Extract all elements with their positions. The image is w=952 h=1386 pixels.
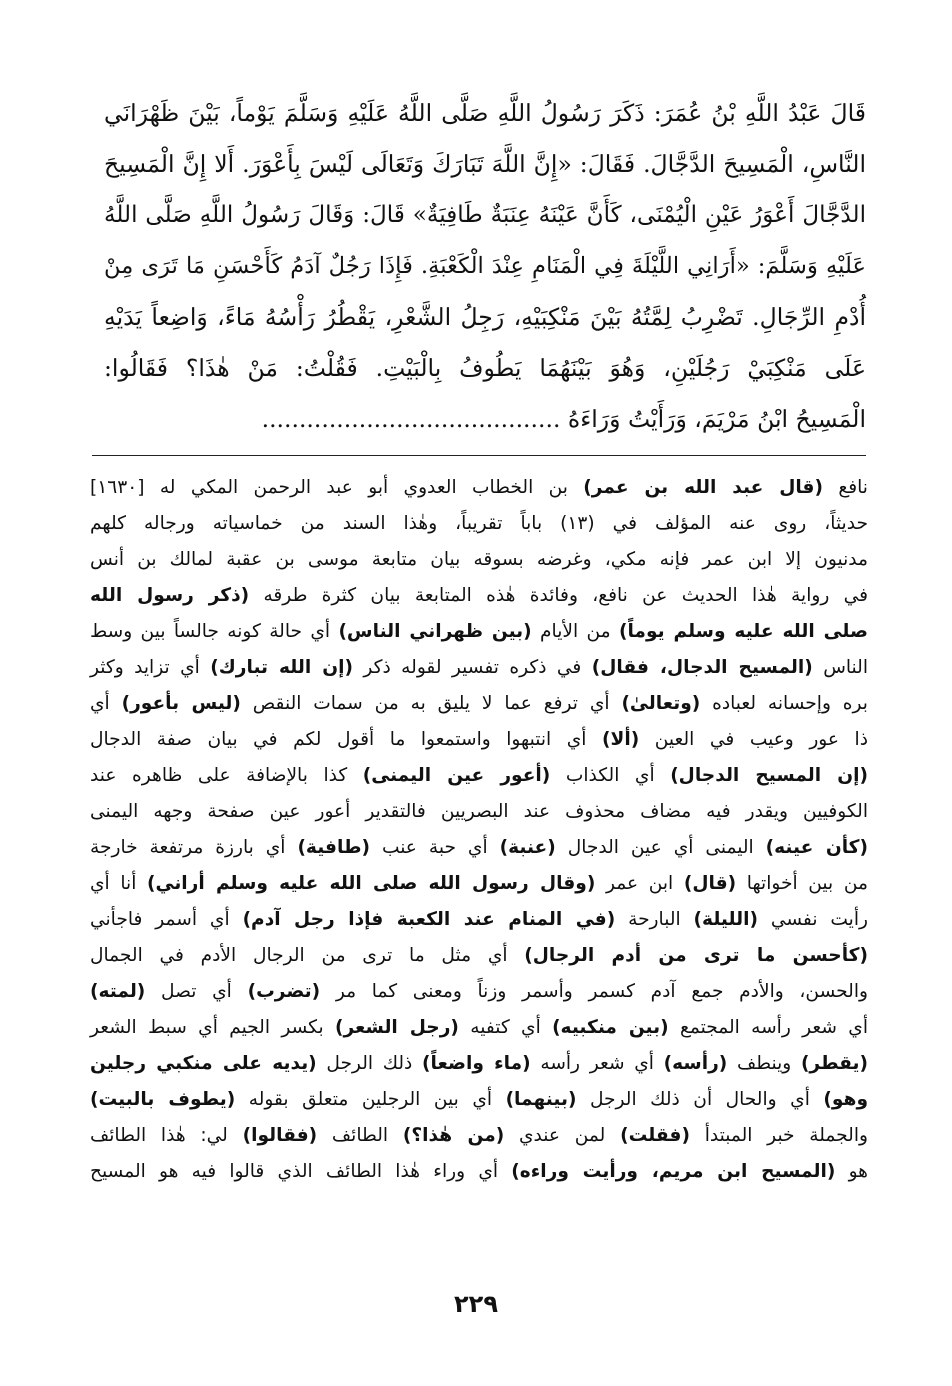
quoted-matn-phrase: صلى الله عليه وسلم يوماً)	[618, 621, 868, 642]
commentary-run: أي حبة عنب	[369, 837, 500, 858]
quoted-matn-phrase: (قال)	[683, 873, 737, 894]
commentary-run: أي شعر رأسه	[530, 1053, 664, 1074]
quoted-matn-phrase: (طافية)	[297, 837, 370, 858]
commentary-run: أنا أي	[90, 873, 148, 894]
quoted-matn-phrase: (وتعالىٰ)	[621, 693, 701, 714]
separator-rule	[92, 455, 866, 456]
quoted-matn-phrase: وهو)	[823, 1089, 868, 1110]
commentary-run: أي تصل	[145, 981, 248, 1002]
commentary-line	[90, 614, 868, 650]
hadith-ellipsis: ........................................	[261, 405, 561, 433]
quoted-matn-phrase: (أعور عين اليمنى)	[362, 765, 551, 786]
commentary-run: مدنيون إلا ابن عمر فإنه مكي، وغرضه بسوقه بيان متابعة موسى بن عقبة لمالك بن أنس	[90, 549, 868, 570]
commentary-line	[90, 650, 868, 686]
commentary-line	[90, 794, 868, 830]
commentary-run: أي أسمر فاجأني	[90, 909, 243, 930]
commentary-run: لي: هٰذا الطائف	[90, 1125, 243, 1146]
quoted-matn-phrase: (ماء واضعاً)	[422, 1053, 531, 1074]
commentary-run: الناس	[812, 657, 869, 678]
commentary-run: نافع	[823, 477, 868, 498]
commentary-run: أي وراء هٰذا الطائف الذي قالوا فيه هو المسيح	[90, 1161, 512, 1182]
commentary-line	[90, 938, 868, 974]
quoted-matn-phrase: (ذكر رسول الله	[90, 585, 250, 606]
commentary-run: كذا بالإضافة على ظاهره عند	[90, 765, 363, 786]
quoted-matn-phrase: (يديه على منكبي رجلين	[90, 1053, 317, 1074]
commentary-run: أي ترفع عما لا يليق به من سمات النقص	[240, 693, 622, 714]
commentary-run: من الأيام	[531, 621, 619, 642]
quoted-matn-phrase: (عنبة)	[499, 837, 556, 858]
commentary-run: أي بارزة مرتفعة خارجة	[90, 837, 298, 858]
quoted-matn-phrase: (لمته)	[90, 981, 146, 1002]
commentary-run: اليمنى أي عين الدجال	[555, 837, 766, 858]
commentary-run: هو	[835, 1161, 868, 1182]
quoted-matn-phrase: (بينهما)	[505, 1089, 577, 1110]
quoted-matn-phrase: (يقطر)	[800, 1053, 868, 1074]
commentary-line	[90, 1082, 868, 1118]
commentary-run: الكوفيين ويقدر فيه مضاف محذوف عند البصريين فالتقدير أعور عين صفحة وجهه اليمنى	[90, 801, 868, 822]
commentary-run: وينطف	[727, 1053, 801, 1074]
commentary-run: أي	[90, 693, 122, 714]
commentary-run: أي كتفيه	[458, 1017, 553, 1038]
commentary-line	[90, 1154, 868, 1190]
commentary-run: أي شعر رأسه المجتمع	[668, 1017, 868, 1038]
commentary-line	[90, 578, 868, 614]
quoted-matn-phrase: (تضرب)	[247, 981, 321, 1002]
commentary-run: حديثاً، روى عنه المؤلف في (١٣) باباً تقريباً، وهٰذا السند من خماسياته ورجاله كلهم	[90, 513, 868, 534]
commentary-line	[90, 758, 868, 794]
commentary-run: بن الخطاب العدوي أبو عبد الرحمن المكي له [١٦٣٠]	[90, 477, 584, 498]
commentary-line	[90, 974, 868, 1010]
commentary-line	[90, 506, 868, 542]
commentary-run: ذلك الرجل	[316, 1053, 423, 1074]
commentary-line	[90, 1118, 868, 1154]
commentary-run: أي والحال أن ذلك الرجل	[576, 1089, 824, 1110]
commentary-run: أي بين الرجلين متعلق بقوله	[235, 1089, 506, 1110]
commentary-run: أي تزايد وكثر	[90, 657, 211, 678]
quoted-matn-phrase: (الليلة)	[693, 909, 758, 930]
commentary-run: والحسن، والأدم جمع آدم كسمر وأسمر وزناً ومعنى كما مر	[320, 981, 868, 1002]
commentary-run: أي حالة كونه جالساً بين وسط	[90, 621, 339, 642]
commentary-run: البارحة	[615, 909, 694, 930]
commentary-line	[90, 830, 868, 866]
quoted-matn-phrase: (يطوف بالبيت)	[90, 1089, 236, 1110]
hadith-line: قَالَ عَبْدُ اللَّهِ بْنُ عُمَرَ: ذَكَرَ رَسُولُ اللَّهِ صَلَّى اللَّهُ عَلَيْهِ وَسَلَّمَ يَوْماً، بَيْنَ ظَهْرَانَي	[104, 99, 866, 127]
commentary-run: الطائف	[317, 1125, 403, 1146]
quoted-matn-phrase: (ألا)	[602, 729, 640, 750]
quoted-matn-phrase: (المسيح الدجال، فقال)	[591, 657, 813, 678]
commentary-line	[90, 542, 868, 578]
quoted-matn-phrase: (كأن عينه)	[765, 837, 868, 858]
hadith-line-text: الْمَسِيحُ ابْنُ مَرْيَمَ، وَرَأَيْتُ وَرَاءَهُ	[567, 405, 866, 433]
quoted-matn-phrase: (إن المسيح الدجال)	[670, 765, 868, 786]
commentary-line	[90, 470, 868, 506]
quoted-matn-phrase: (كأحسن ما ترى من أدم الرجال)	[524, 945, 868, 966]
commentary-run: أي مثل ما ترى من الرجال الأدم في الجمال	[90, 945, 525, 966]
commentary-run: في رواية هٰذا الحديث عن نافع، وفائدة هٰذه المتابعة بيان كثرة طرقه	[249, 585, 868, 606]
commentary-run: من بين أخواتها	[736, 873, 868, 894]
quoted-matn-phrase: (فقلت)	[620, 1125, 690, 1146]
hadith-line: النَّاسِ، الْمَسِيحَ الدَّجَّالَ. فَقَالَ: «إِنَّ اللَّهَ تَبَارَكَ وَتَعَالَى لَيْسَ بِأَعْوَرَ. أَلا إِنَّ الْمَسِيحَ	[104, 150, 866, 178]
commentary-run: بره وإحسانه لعباده	[700, 693, 868, 714]
hadith-text	[104, 88, 866, 445]
hadith-line: أُدْمِ الرِّجَالِ. تَضْرِبُ لِمَّتُهُ بَيْنَ مَنْكِبَيْهِ، رَجِلُ الشَّعْرِ، يَقْطُرُ رَأْسُهُ مَاءً، وَاضِعاً يَدَيْهِ	[104, 303, 866, 331]
commentary-line	[90, 1010, 868, 1046]
quoted-matn-phrase: (رأسه)	[663, 1053, 728, 1074]
quoted-matn-phrase: (المسيح ابن مريم، ورأيت وراءه)	[511, 1161, 836, 1182]
commentary-run: ذا عور وعيب في العين	[639, 729, 868, 750]
commentary-run: أي انتبهوا واستمعوا ما أقول لكم في بيان صفة الدجال	[90, 729, 602, 750]
quoted-matn-phrase: (بين ظهراني الناس)	[338, 621, 532, 642]
hadith-line: عَلَى مَنْكِبَيْ رَجُلَيْنِ، وَهُوَ بَيْنَهُمَا يَطُوفُ بِالْبَيْتِ. فَقُلْتُ: مَنْ هٰذَا؟ فَقَالُوا:	[104, 354, 866, 382]
commentary-run: ابن عمر	[595, 873, 684, 894]
quoted-matn-phrase: (فقالوا)	[242, 1125, 318, 1146]
commentary-run: لمن عندي	[504, 1125, 621, 1146]
quoted-matn-phrase: (من هٰذا؟)	[402, 1125, 505, 1146]
quoted-matn-phrase: (قال عبد الله بن عمر)	[583, 477, 823, 498]
quoted-matn-phrase: (في المنام عند الكعبة فإذا رجل آدم)	[242, 909, 616, 930]
commentary-run: في ذكره تفسير لقوله ذكر	[352, 657, 592, 678]
commentary-run: بكسر الجيم أي سبط الشعر	[90, 1017, 335, 1038]
hadith-line: عَلَيْهِ وَسَلَّمَ: «أَرَانِي اللَّيْلَةَ فِي الْمَنَامِ عِنْدَ الْكَعْبَةِ. فَإِذَا رَجُلٌ آدَمُ كَأَحْسَنِ مَا تَرَى مِنْ	[104, 253, 866, 279]
hadith-line	[104, 394, 866, 445]
page-number: ٢٢٩	[454, 1290, 498, 1318]
commentary-line	[90, 866, 868, 902]
commentary-line	[90, 902, 868, 938]
quoted-matn-phrase: (بين منكبيه)	[552, 1017, 669, 1038]
quoted-matn-phrase: (إن الله تبارك)	[210, 657, 353, 678]
commentary-line	[90, 1046, 868, 1082]
commentary-run: أي الكذاب	[550, 765, 671, 786]
commentary-run: والجملة خبر المبتدأ	[689, 1125, 868, 1146]
commentary-line	[90, 686, 868, 722]
quoted-matn-phrase: (رجل الشعر)	[334, 1017, 459, 1038]
quoted-matn-phrase: (وقال رسول الله صلى الله عليه وسلم أراني)	[147, 873, 596, 894]
commentary-run: رأيت نفسي	[757, 909, 868, 930]
commentary-line	[90, 722, 868, 758]
commentary-text	[90, 470, 868, 1190]
hadith-line: الدَّجَّالَ أَعْوَرُ عَيْنِ الْيُمْنَى، كَأَنَّ عَيْنَهُ عِنَبَةٌ طَافِيَةٌ» قَالَ: وَقَالَ رَسُولُ اللَّهِ صَلَّى اللَّهُ	[104, 202, 866, 228]
quoted-matn-phrase: (ليس بأعور)	[121, 693, 241, 714]
